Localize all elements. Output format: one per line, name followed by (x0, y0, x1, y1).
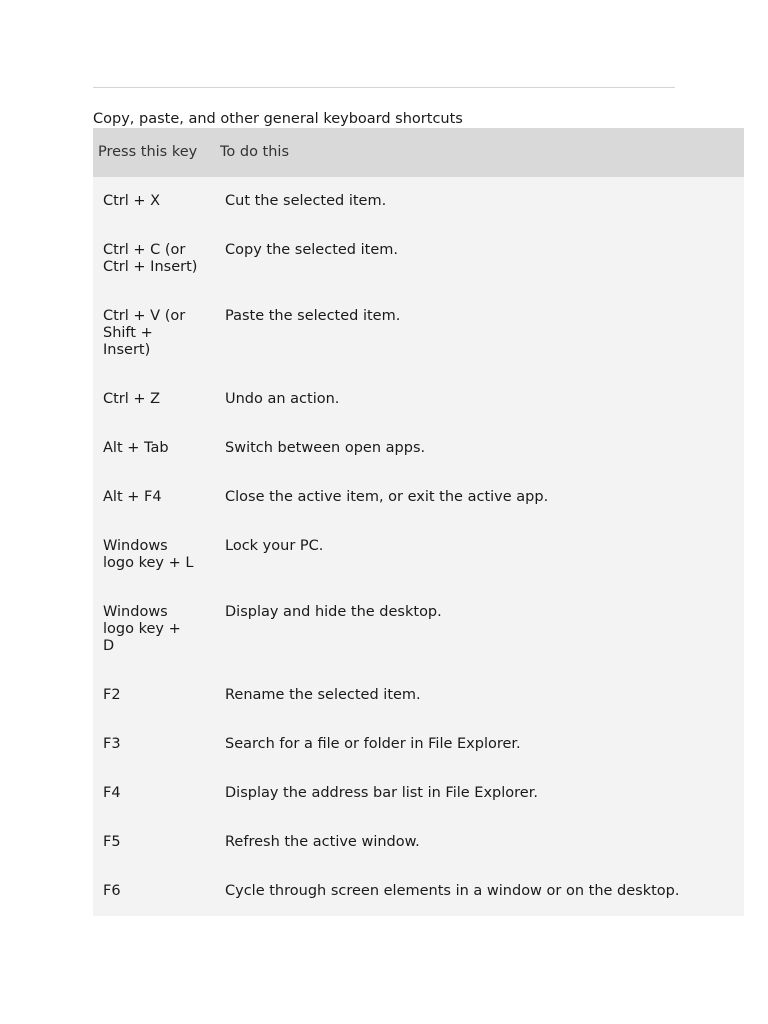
shortcut-action-cell: Refresh the active window. (225, 834, 420, 850)
shortcut-key-cell: Ctrl + X (103, 193, 161, 209)
shortcut-action-cell: Undo an action. (225, 391, 340, 407)
shortcut-action-cell: Close the active item, or exit the active app. (225, 489, 549, 505)
shortcut-key-cell: F4 (103, 785, 121, 801)
table-row (93, 292, 744, 375)
table-row (93, 818, 744, 867)
keyboard-shortcuts-table (93, 128, 744, 916)
shortcut-key-cell: Alt + Tab (103, 440, 169, 456)
table-row (93, 671, 744, 720)
table-row (93, 867, 744, 916)
horizontal-divider (93, 87, 675, 88)
shortcut-action-cell: Search for a file or folder in File Explorer. (225, 736, 521, 752)
shortcut-action-cell: Lock your PC. (225, 538, 324, 554)
column-header-action: To do this (220, 144, 290, 160)
table-row (93, 177, 744, 226)
shortcut-key-cell: Windows logo key + D (103, 604, 181, 654)
table-row (93, 522, 744, 588)
shortcut-action-cell: Cut the selected item. (225, 193, 387, 209)
table-row (93, 375, 744, 424)
shortcut-key-cell: Ctrl + V (or Shift + Insert) (103, 308, 186, 358)
table-row (93, 424, 744, 473)
shortcut-key-cell: F6 (103, 883, 121, 899)
table-row (93, 769, 744, 818)
shortcut-action-cell: Switch between open apps. (225, 440, 426, 456)
shortcut-action-cell: Display and hide the desktop. (225, 604, 442, 620)
shortcut-key-cell: Ctrl + Z (103, 391, 161, 407)
table-header-row (93, 128, 744, 177)
shortcut-key-cell: F2 (103, 687, 121, 703)
shortcut-key-cell: Windows logo key + L (103, 538, 194, 571)
shortcut-key-cell: F3 (103, 736, 121, 752)
shortcut-key-cell: F5 (103, 834, 121, 850)
shortcut-action-cell: Display the address bar list in File Explorer. (225, 785, 538, 801)
table-row (93, 720, 744, 769)
shortcut-action-cell: Copy the selected item. (225, 242, 398, 258)
table-row (93, 473, 744, 522)
table-row (93, 588, 744, 671)
shortcut-key-cell: Ctrl + C (or Ctrl + Insert) (103, 242, 198, 275)
table-row (93, 226, 744, 292)
table-caption: Copy, paste, and other general keyboard shortcuts (93, 111, 463, 127)
shortcut-key-cell: Alt + F4 (103, 489, 162, 505)
column-header-key: Press this key (98, 144, 198, 160)
shortcut-action-cell: Rename the selected item. (225, 687, 421, 703)
shortcut-action-cell: Paste the selected item. (225, 308, 401, 324)
shortcut-action-cell: Cycle through screen elements in a window or on the desktop. (225, 883, 680, 899)
